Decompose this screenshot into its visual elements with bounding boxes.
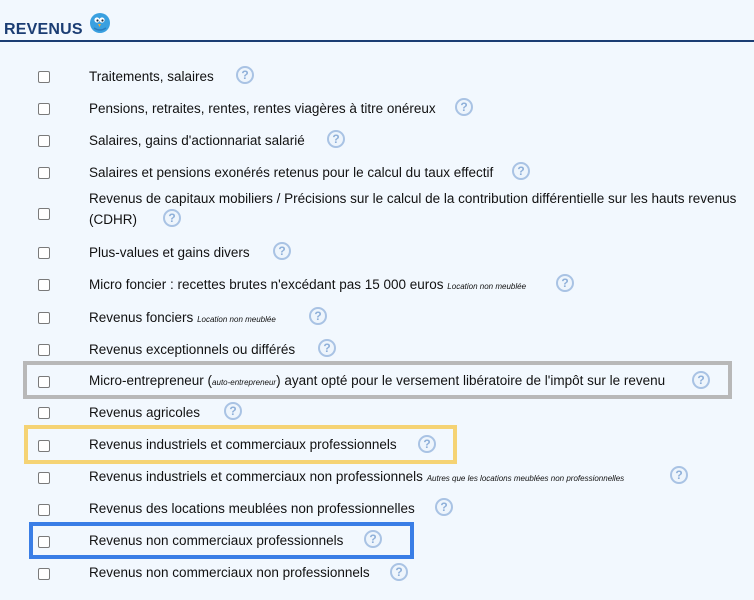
item-label: Traitements, salaires [89, 69, 214, 84]
checkbox[interactable] [38, 312, 50, 324]
help-icon[interactable]: ? [692, 371, 710, 389]
item-label-line1: Revenus de capitaux mobiliers / Précisions sur le calcul de la contribution différentielle sur les hauts revenus [89, 191, 737, 206]
help-icon[interactable]: ? [670, 466, 688, 484]
checkbox[interactable] [38, 472, 50, 484]
checkbox[interactable] [38, 208, 50, 220]
item-label: Revenus des locations meublées non professionnelles [89, 501, 415, 516]
item-label: Salaires, gains d'actionnariat salarié [89, 133, 305, 148]
help-icon[interactable]: ? [390, 563, 408, 581]
help-icon[interactable]: ? [318, 339, 336, 357]
checkbox[interactable] [38, 376, 50, 388]
checkbox[interactable] [38, 135, 50, 147]
item-label: Revenus non commerciaux professionnels [89, 533, 344, 548]
help-icon[interactable]: ? [364, 530, 382, 548]
item-label: Revenus fonciers [89, 310, 194, 325]
checkbox[interactable] [38, 71, 50, 83]
item-note: Location non meublée [197, 315, 276, 324]
help-icon[interactable]: ? [418, 435, 436, 453]
section-title: REVENUS [4, 21, 83, 38]
help-icon[interactable]: ? [556, 274, 574, 292]
checkbox[interactable] [38, 103, 50, 115]
item-note: Autres que les locations meublées non professionnelles [426, 474, 625, 483]
help-icon[interactable]: ? [455, 98, 473, 116]
checkbox[interactable] [38, 167, 50, 179]
item-label-small: auto-entrepreneur [212, 378, 277, 387]
help-icon[interactable]: ? [435, 498, 453, 516]
checkbox[interactable] [38, 279, 50, 291]
checkbox[interactable] [38, 536, 50, 548]
item-label: Plus-values et gains divers [89, 245, 250, 260]
item-label: Revenus exceptionnels ou différés [89, 342, 296, 357]
bird-mascot-icon [88, 11, 112, 35]
checkbox[interactable] [38, 407, 50, 419]
help-icon[interactable]: ? [163, 209, 181, 227]
item-label: Salaires et pensions exonérés retenus pour le calcul du taux effectif [89, 165, 494, 180]
help-icon[interactable]: ? [327, 130, 345, 148]
item-label: Revenus agricoles [89, 405, 201, 420]
help-icon[interactable]: ? [512, 162, 530, 180]
item-label-line2: (CDHR) [89, 212, 137, 227]
item-label: Micro foncier : recettes brutes n'excédant pas 15 000 euros [89, 277, 444, 292]
checkbox[interactable] [38, 440, 50, 452]
checkbox[interactable] [38, 247, 50, 259]
help-icon[interactable]: ? [236, 66, 254, 84]
checkbox[interactable] [38, 344, 50, 356]
item-label-pre: Micro-entrepreneur ( [89, 373, 213, 388]
help-icon[interactable]: ? [273, 242, 291, 260]
section-header [0, 0, 754, 42]
help-icon[interactable]: ? [224, 402, 242, 420]
checkbox[interactable] [38, 568, 50, 580]
item-label: Revenus industriels et commerciaux non professionnels [89, 469, 423, 484]
checkbox[interactable] [38, 504, 50, 516]
header-divider [0, 40, 754, 42]
item-label: Pensions, retraites, rentes, rentes viagères à titre onéreux [89, 101, 436, 116]
item-label-post: ) ayant opté pour le versement libératoire de l'impôt sur le revenu [276, 373, 666, 388]
item-note: Location non meublée [447, 282, 527, 291]
item-label: Revenus non commerciaux non professionnels [89, 565, 370, 580]
item-label: Revenus industriels et commerciaux professionnels [89, 437, 397, 452]
help-icon[interactable]: ? [309, 307, 327, 325]
